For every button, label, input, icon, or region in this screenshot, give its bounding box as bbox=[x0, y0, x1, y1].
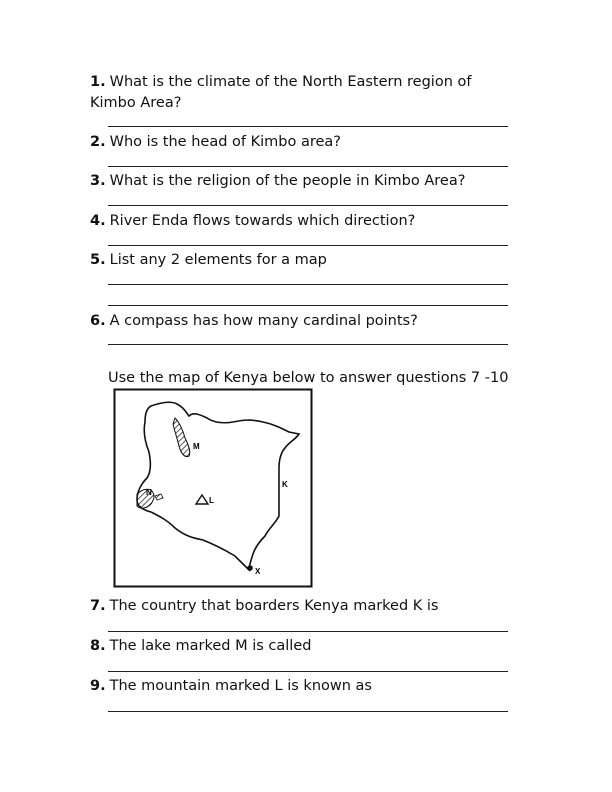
question-text: List any 2 elements for a map bbox=[109, 252, 327, 268]
question-8 bbox=[90, 636, 510, 657]
mountain-l-triangle bbox=[196, 495, 208, 504]
answer-line-8[interactable] bbox=[108, 671, 508, 672]
label-k: K bbox=[282, 480, 288, 489]
question-9 bbox=[90, 676, 510, 697]
question-text: The country that boarders Kenya marked K is bbox=[109, 598, 439, 614]
question-3 bbox=[90, 171, 510, 192]
question-5 bbox=[90, 250, 510, 271]
question-6 bbox=[90, 311, 510, 332]
lake-m-turkana bbox=[173, 418, 190, 457]
answer-line-3[interactable] bbox=[108, 205, 508, 206]
answer-line-6[interactable] bbox=[108, 344, 508, 345]
question-number: 6. bbox=[90, 313, 106, 329]
question-text: What is the religion of the people in Kimbo Area? bbox=[109, 173, 466, 189]
lake-n-small bbox=[155, 494, 163, 500]
label-x: X bbox=[255, 567, 261, 576]
answer-line-5b[interactable] bbox=[108, 305, 508, 306]
question-text: What is the climate of the North Eastern region of Kimbo Area? bbox=[90, 74, 472, 111]
question-number: 5. bbox=[90, 252, 106, 268]
question-number: 9. bbox=[90, 678, 106, 694]
answer-line-9[interactable] bbox=[108, 711, 508, 712]
answer-line-1[interactable] bbox=[108, 126, 508, 127]
question-text: Who is the head of Kimbo area? bbox=[109, 134, 341, 150]
question-4 bbox=[90, 211, 510, 232]
answer-line-2[interactable] bbox=[108, 166, 508, 167]
question-number: 8. bbox=[90, 638, 106, 654]
map-instruction: Use the map of Kenya below to answer questions 7 -10 bbox=[108, 370, 509, 386]
question-text: A compass has how many cardinal points? bbox=[109, 313, 418, 329]
answer-line-4[interactable] bbox=[108, 245, 508, 246]
question-text: The lake marked M is called bbox=[109, 638, 312, 654]
question-number: 4. bbox=[90, 213, 106, 229]
label-n: N bbox=[146, 488, 152, 497]
kenya-outline bbox=[137, 402, 299, 570]
answer-line-5a[interactable] bbox=[108, 284, 508, 285]
kenya-map bbox=[113, 388, 313, 588]
label-l: L bbox=[209, 496, 214, 505]
question-number: 2. bbox=[90, 134, 106, 150]
question-text: River Enda flows towards which direction? bbox=[109, 213, 416, 229]
point-x bbox=[247, 565, 253, 571]
question-number: 1. bbox=[90, 74, 106, 90]
question-2 bbox=[90, 132, 510, 153]
question-text: The mountain marked L is known as bbox=[109, 678, 372, 694]
question-number: 3. bbox=[90, 173, 106, 189]
question-number: 7. bbox=[90, 598, 106, 614]
answer-line-7[interactable] bbox=[108, 631, 508, 632]
question-1 bbox=[90, 72, 510, 114]
question-7 bbox=[90, 596, 510, 617]
label-m: M bbox=[193, 442, 200, 451]
